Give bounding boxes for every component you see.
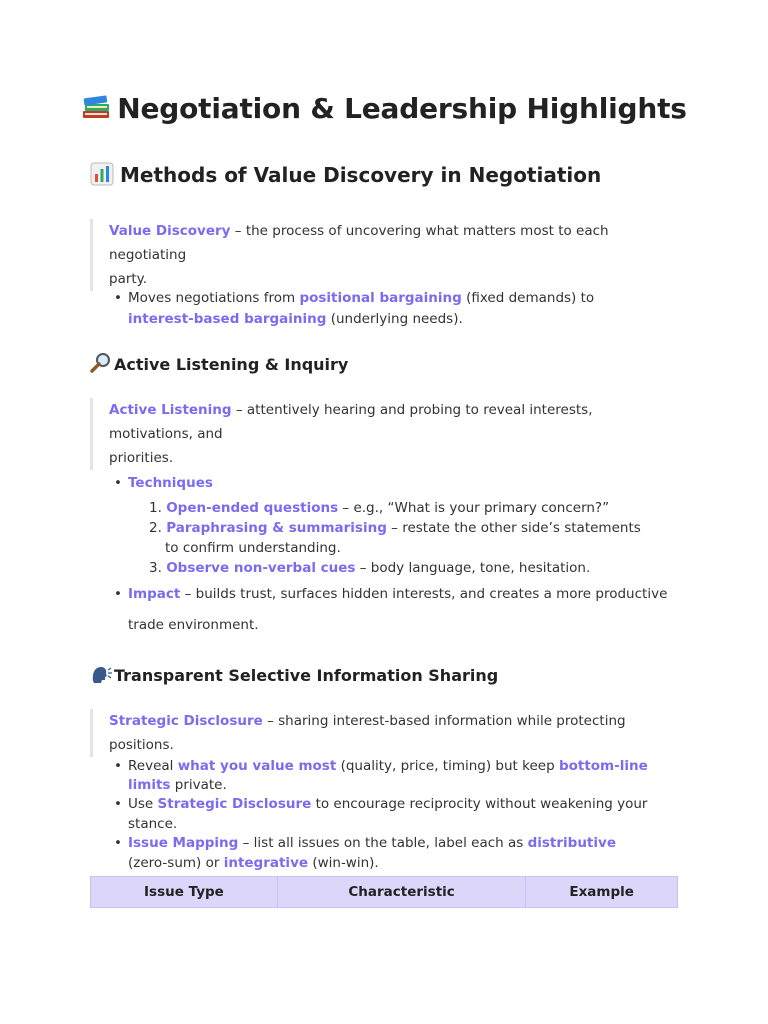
list-item-text: (quality, price, timing) but keep — [336, 758, 559, 774]
term-open-ended-questions: Open-ended questions — [166, 500, 339, 516]
list-item-text: Moves negotiations from — [128, 290, 300, 306]
term-distributive: distributive — [527, 835, 616, 851]
term-techniques: Techniques — [128, 475, 213, 491]
section-heading-text: Methods of Value Discovery in Negotiation — [120, 163, 602, 187]
term-bottom-line: bottom-line — [558, 758, 648, 774]
definition-quote-strategic-disclosure — [90, 709, 676, 757]
item-text: – restate the other side’s statements — [386, 520, 641, 536]
list-item-text: private. — [170, 777, 227, 793]
term-issue-mapping: Issue Mapping — [128, 835, 239, 851]
bar-chart-icon — [90, 162, 114, 191]
list-item-text: (fixed demands) to — [461, 290, 595, 306]
list-item-continuation — [128, 855, 379, 871]
list-item-text: stance. — [128, 816, 178, 832]
table-header-row — [91, 877, 678, 908]
quote-text: – attentively hearing and probing to reveal interests, motivations, and — [109, 402, 593, 442]
section-heading-active-listening — [90, 352, 348, 378]
quote-text: party. — [109, 271, 148, 287]
term-integrative: integrative — [223, 855, 309, 871]
definition-quote-value-discovery — [90, 219, 676, 291]
list-item-text: to encourage reciprocity without weakening your — [311, 796, 648, 812]
issue-type-table — [90, 876, 678, 908]
speaking-head-icon — [90, 663, 112, 689]
list-item-text: (zero-sum) or — [128, 855, 224, 871]
list-item-text: Reveal — [128, 758, 178, 774]
list-item-continuation — [128, 816, 177, 832]
term-value-discovery: Value Discovery — [109, 223, 231, 239]
bullet-dot: • — [114, 796, 122, 812]
quote-text: – the process of uncovering what matters most to each negotiating — [109, 223, 609, 263]
quote-text: – sharing interest-based information while protecting positions. — [109, 713, 626, 753]
term-paraphrasing: Paraphrasing & summarising — [166, 520, 387, 536]
term-non-verbal-cues: Observe non-verbal cues — [166, 560, 356, 576]
item-number: 3. — [149, 560, 162, 576]
quote-text: priorities. — [109, 450, 174, 466]
list-item — [128, 835, 616, 851]
table-header-characteristic: Characteristic — [277, 877, 525, 908]
bullet-dot: • — [114, 835, 122, 851]
numbered-item-2 — [149, 520, 641, 536]
item-text: – body language, tone, hesitation. — [355, 560, 591, 576]
section-heading-text: Active Listening & Inquiry — [114, 355, 349, 374]
list-item — [128, 758, 648, 774]
bullet-dot: • — [114, 290, 122, 306]
term-strategic-disclosure: Strategic Disclosure — [109, 713, 263, 729]
numbered-item-1 — [149, 500, 609, 516]
list-item-text: (underlying needs). — [326, 311, 463, 327]
list-item-continuation — [128, 311, 463, 327]
table-header-issue-type: Issue Type — [91, 877, 278, 908]
section-heading-information-sharing — [90, 663, 498, 689]
term-positional-bargaining: positional bargaining — [299, 290, 462, 306]
term-impact: Impact — [128, 586, 181, 602]
term-what-you-value-most: what you value most — [177, 758, 337, 774]
term-limits: limits — [128, 777, 171, 793]
bullet-dot: • — [114, 475, 122, 491]
table-header-example: Example — [526, 877, 678, 908]
magnifier-icon — [90, 352, 112, 378]
list-item — [128, 586, 667, 602]
item-number: 2. — [149, 520, 162, 536]
numbered-item-2-continuation — [165, 540, 341, 556]
list-item-text: (win-win). — [308, 855, 379, 871]
list-item-continuation — [128, 617, 259, 633]
definition-quote-active-listening — [90, 398, 676, 470]
item-number: 1. — [149, 500, 162, 516]
term-active-listening: Active Listening — [109, 402, 232, 418]
list-item — [128, 290, 594, 306]
books-icon — [81, 92, 111, 125]
section-heading-value-discovery — [90, 162, 601, 191]
list-item-text: – list all issues on the table, label each as — [238, 835, 528, 851]
page-title-text: Negotiation & Leadership Highlights — [117, 92, 687, 125]
page-title — [0, 92, 768, 125]
list-item-text: Use — [128, 796, 158, 812]
term-strategic-disclosure: Strategic Disclosure — [157, 796, 312, 812]
list-item-text: trade environment. — [128, 617, 259, 633]
numbered-item-3 — [149, 560, 590, 576]
list-item-text: – builds trust, surfaces hidden interests, and creates a more productive — [180, 586, 668, 602]
list-item-continuation — [128, 777, 227, 793]
list-item — [128, 475, 213, 491]
item-text: – e.g., “What is your primary concern?” — [338, 500, 610, 516]
section-heading-text: Transparent Selective Information Sharing — [114, 666, 499, 685]
list-item — [128, 796, 647, 812]
bullet-dot: • — [114, 586, 122, 602]
term-interest-based-bargaining: interest-based bargaining — [128, 311, 327, 327]
item-text: to confirm understanding. — [165, 540, 341, 556]
bullet-dot: • — [114, 758, 122, 774]
